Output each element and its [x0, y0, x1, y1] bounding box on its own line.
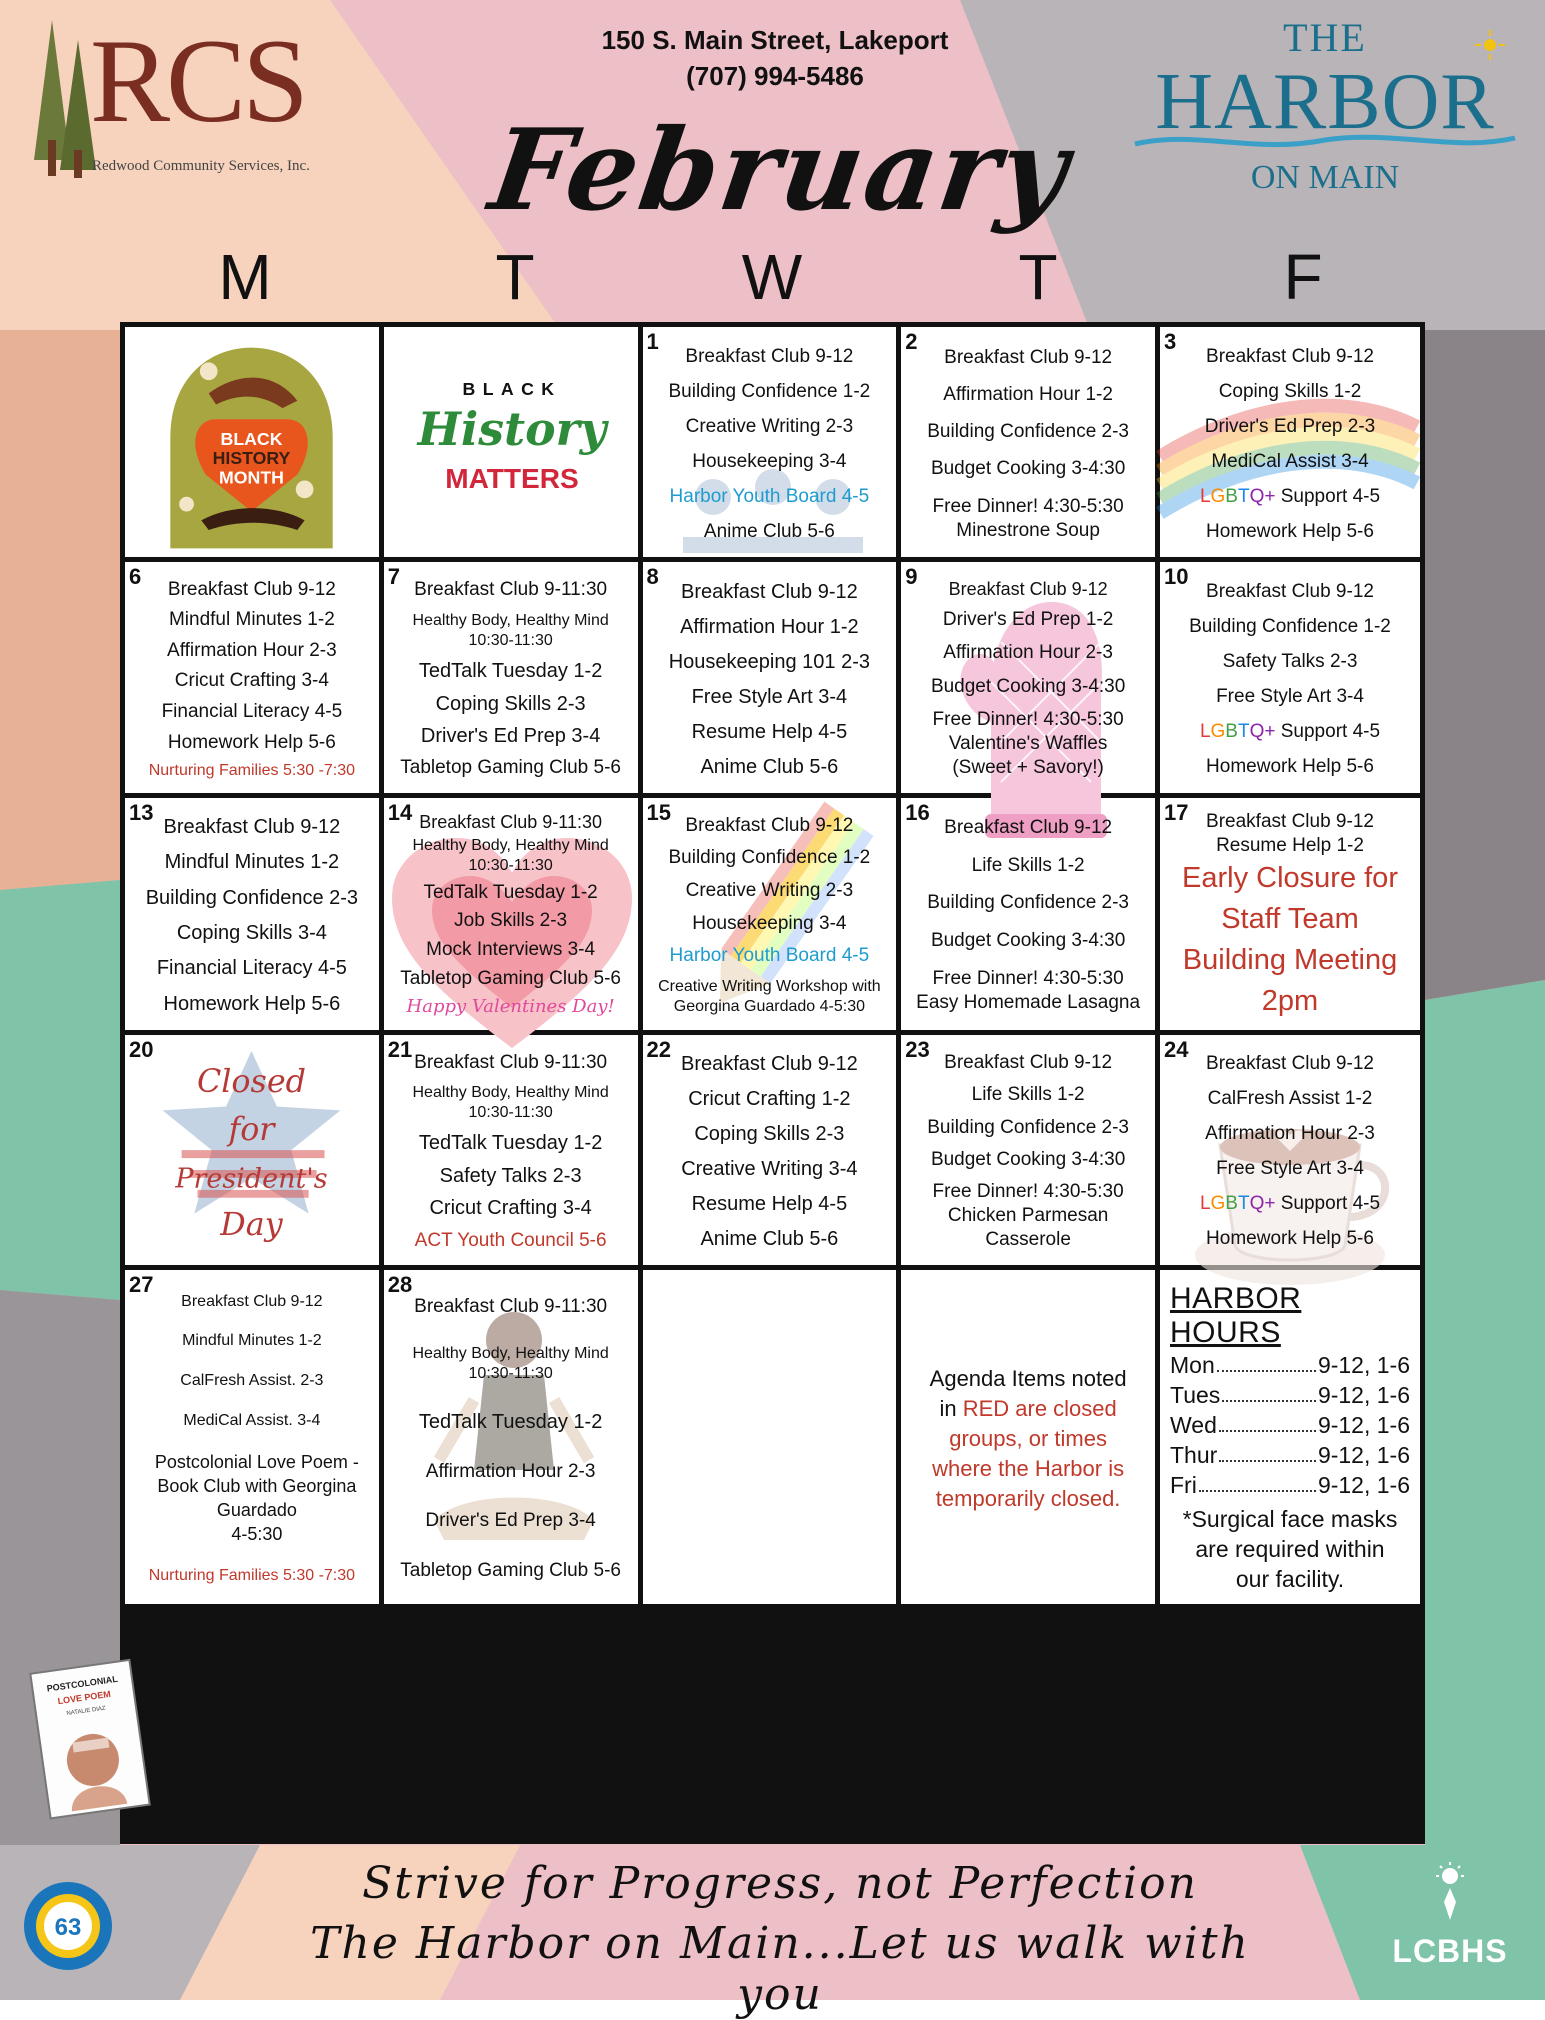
event: Homework Help 5-6 — [1206, 755, 1374, 777]
event: Book Club with Georgina — [157, 1476, 357, 1497]
postcolonial-love-poem-book-cover — [32, 1660, 150, 1818]
mask-line: are required within — [1195, 1535, 1385, 1562]
closed-line1: Closed — [196, 1063, 306, 1100]
harbor-name: HARBOR — [1155, 58, 1495, 146]
event-label: Support 4-5 — [1280, 485, 1381, 507]
hours-day: Wed — [1170, 1411, 1217, 1438]
event: Harbor Youth Board 4-5 — [669, 945, 870, 967]
event-group — [413, 836, 609, 876]
event: Breakfast Club 9-12 — [944, 1051, 1113, 1073]
event: Breakfast Club 9-12 — [944, 346, 1113, 368]
day-cell-15 — [643, 798, 897, 1030]
day-number: 20 — [129, 1036, 154, 1062]
event: CalFresh Assist 1-2 — [1207, 1088, 1373, 1110]
event: Free Dinner! 4:30-5:30 — [932, 1181, 1124, 1203]
bhm-art-cell — [125, 327, 379, 557]
event: Free Style Art 3-4 — [1216, 1158, 1364, 1180]
event: TedTalk Tuesday 1-2 — [423, 881, 598, 903]
event-label: Support 4-5 — [1280, 720, 1381, 742]
event: Postcolonial Love Poem - — [154, 1452, 359, 1473]
weekday-monday: M — [218, 241, 272, 313]
day-number: 10 — [1164, 564, 1189, 590]
event: Tabletop Gaming Club 5-6 — [400, 757, 621, 779]
event: Creative Writing 2-3 — [685, 880, 854, 902]
hours-time: 9-12, 1-6 — [1317, 1411, 1410, 1438]
event: Budget Cooking 3-4:30 — [930, 675, 1126, 697]
event: Breakfast Club 9-11:30 — [414, 1295, 608, 1317]
event: Free Dinner! 4:30-5:30 — [932, 967, 1124, 989]
event: Cricut Crafting 3-4 — [429, 1197, 592, 1220]
closure-line: Early Closure for — [1182, 861, 1398, 894]
presidents-day-art — [125, 1035, 379, 1265]
event: Breakfast Club 9-12 — [1206, 1053, 1374, 1075]
hours-time: 9-12, 1-6 — [1317, 1381, 1410, 1408]
day-cell-2 — [901, 327, 1155, 557]
event: Minestrone Soup — [956, 519, 1100, 541]
event-group — [933, 495, 1124, 543]
hours-time: 9-12, 1-6 — [1317, 1471, 1410, 1498]
event: 10:30-11:30 — [468, 1104, 553, 1122]
day-number: 13 — [129, 799, 154, 825]
lgbtq-letter: B — [1225, 720, 1238, 742]
event: Mock Interviews 3-4 — [426, 939, 596, 961]
lgbtq-letter: L — [1199, 720, 1211, 742]
event: Housekeeping 3-4 — [692, 450, 847, 472]
event: Budget Cooking 3-4:30 — [930, 1149, 1126, 1171]
day-cell-23 — [901, 1035, 1155, 1265]
event-closed: ACT Youth Council 5-6 — [414, 1229, 607, 1251]
day-cell-17 — [1160, 798, 1420, 1030]
lgbtq-letter: G — [1210, 1193, 1226, 1215]
event: Breakfast Club 9-12 — [167, 578, 336, 600]
day-number: 2 — [905, 329, 918, 354]
hours-row — [1170, 1440, 1410, 1470]
weekday-wednesday: W — [741, 241, 803, 313]
event: Driver's Ed Prep 3-4 — [420, 724, 601, 747]
day-number: 7 — [387, 564, 400, 590]
event: CalFresh Assist. 2-3 — [180, 1371, 324, 1389]
day-number: 28 — [387, 1271, 413, 1297]
note-line: where the Harbor is — [932, 1455, 1125, 1481]
day-cell-20 — [125, 1035, 379, 1265]
hours-day: Mon — [1170, 1351, 1215, 1378]
address-street: 150 S. Main Street, Lakeport — [601, 25, 949, 55]
day-number: 22 — [646, 1036, 671, 1062]
event: TedTalk Tuesday 1-2 — [418, 1132, 603, 1155]
day-cell-13 — [125, 798, 379, 1030]
event: Budget Cooking 3-4:30 — [930, 930, 1126, 952]
event: Building Confidence 1-2 — [668, 847, 871, 869]
day-number: 27 — [129, 1271, 154, 1297]
event: Resume Help 4-5 — [691, 720, 848, 743]
event: Casserole — [985, 1229, 1071, 1251]
book-title-line1: POSTCOLONIAL — [46, 1673, 119, 1694]
hours-row — [1170, 1350, 1410, 1380]
hours-time: 9-12, 1-6 — [1317, 1441, 1410, 1468]
closed-line4: Day — [220, 1206, 283, 1243]
event: Financial Literacy 4-5 — [156, 957, 347, 980]
event: Safety Talks 2-3 — [1222, 650, 1358, 672]
event: Healthy Body, Healthy Mind — [412, 1084, 609, 1102]
event: Breakfast Club 9-12 — [685, 814, 854, 836]
event: Driver's Ed Prep 1-2 — [942, 609, 1114, 631]
day-number: 24 — [1164, 1036, 1189, 1062]
event-group — [413, 1344, 609, 1384]
lgbtq-letter: Q+ — [1249, 1193, 1276, 1215]
hours-day: Tues — [1170, 1381, 1221, 1408]
event: (Sweet + Savory!) — [952, 756, 1104, 778]
day-cell-9 — [901, 562, 1155, 792]
day-cell-1 — [643, 327, 897, 557]
sun-icon — [1475, 30, 1505, 60]
event: Creative Writing Workshop with — [658, 978, 881, 996]
closed-line3: President's — [175, 1162, 328, 1194]
day-cell-14 — [384, 798, 638, 1030]
event: Free Style Art 3-4 — [691, 685, 848, 708]
event: Anime Club 5-6 — [700, 755, 839, 778]
event-lgbtq-support — [1200, 720, 1380, 744]
event: Breakfast Club 9-11:30 — [419, 811, 603, 832]
rcs-wordmark: RCS — [90, 14, 305, 147]
event: Affirmation Hour 2-3 — [943, 642, 1113, 664]
event-lgbtq-support — [1200, 1192, 1380, 1216]
event: Breakfast Club 9-12 — [680, 1053, 858, 1076]
seal-number: 63 — [54, 1914, 82, 1941]
event: Driver's Ed Prep 2-3 — [1204, 415, 1376, 437]
hours-row — [1170, 1380, 1410, 1410]
lgbtq-letter: G — [1210, 485, 1226, 507]
event: Building Confidence 2-3 — [927, 892, 1129, 914]
lgbtq-letter: B — [1225, 1193, 1238, 1215]
event: Healthy Body, Healthy Mind — [412, 1345, 609, 1363]
event-group — [916, 967, 1140, 1015]
event: Building Confidence 2-3 — [145, 886, 359, 909]
event: Building Confidence 2-3 — [927, 1116, 1129, 1138]
bhmatters-art-cell — [384, 327, 638, 557]
lgbtq-letter: Q+ — [1249, 485, 1276, 507]
event: Georgina Guardado 4-5:30 — [673, 998, 865, 1016]
address — [500, 22, 1050, 94]
event: Mindful Minutes 1-2 — [182, 1332, 322, 1350]
event-lgbtq-support — [1200, 485, 1380, 509]
day-cell-28 — [384, 1270, 638, 1604]
event: Free Style Art 3-4 — [1216, 685, 1364, 707]
calendar-grid — [120, 322, 1425, 1844]
day-number: 17 — [1164, 799, 1189, 825]
day-cell-3 — [1160, 327, 1420, 557]
mask-line: our facility. — [1235, 1565, 1345, 1592]
day-number: 21 — [387, 1036, 413, 1062]
event: Building Confidence 1-2 — [1189, 615, 1391, 637]
day-number: 23 — [905, 1036, 930, 1062]
event: Breakfast Club 9-12 — [163, 816, 341, 839]
event: Breakfast Club 9-11:30 — [414, 579, 608, 601]
lgbtq-letter: L — [1199, 485, 1211, 507]
lgbtq-letter: T — [1237, 720, 1250, 742]
book-author: NATALIE DIAZ — [66, 1705, 107, 1718]
event: Breakfast Club 9-11:30 — [414, 1051, 608, 1073]
note-line: Agenda Items noted — [929, 1365, 1127, 1391]
event: Financial Literacy 4-5 — [161, 700, 343, 722]
event: Affirmation Hour 1-2 — [943, 383, 1113, 405]
event: TedTalk Tuesday 1-2 — [418, 660, 603, 683]
closure-line: Building Meeting — [1182, 943, 1398, 976]
event-group — [933, 708, 1124, 780]
event: Free Dinner! 4:30-5:30 — [932, 495, 1124, 517]
closure-line: Staff Team — [1221, 902, 1359, 935]
hours-day: Thur — [1170, 1441, 1218, 1468]
black-history-month-art — [125, 327, 379, 557]
event-closed: Nurturing Families 5:30 -7:30 — [148, 1566, 356, 1584]
note-line — [930, 1394, 1127, 1424]
event: Breakfast Club 9-12 — [685, 345, 854, 367]
event: Breakfast Club 9-12 — [1206, 345, 1374, 367]
note-line-black: in — [939, 1395, 963, 1421]
event: 4-5:30 — [231, 1524, 283, 1545]
event: TedTalk Tuesday 1-2 — [418, 1410, 603, 1433]
event: MediCal Assist 3-4 — [1211, 450, 1369, 472]
day-number: 8 — [646, 564, 659, 590]
day-cell-24 — [1160, 1035, 1420, 1265]
event: Anime Club 5-6 — [703, 520, 835, 542]
event: Cricut Crafting 3-4 — [174, 670, 329, 692]
event: Mindful Minutes 1-2 — [164, 851, 340, 874]
mhsa-seal-icon — [22, 1880, 114, 1972]
day-number: 14 — [387, 799, 413, 825]
event: Easy Homemade Lasagna — [916, 991, 1141, 1013]
lgbtq-letter: T — [1237, 1193, 1250, 1215]
event: Coping Skills 2-3 — [694, 1123, 845, 1146]
event-group — [658, 977, 881, 1017]
event: Breakfast Club 9-12 — [948, 578, 1108, 599]
note-line: groups, or times — [949, 1425, 1107, 1451]
event: Building Confidence 1-2 — [668, 380, 871, 402]
event: Harbor Youth Board 4-5 — [669, 485, 870, 507]
day-cell-21 — [384, 1035, 638, 1265]
event: Safety Talks 2-3 — [439, 1164, 582, 1187]
lgbtq-letter: B — [1225, 485, 1238, 507]
note-line: temporarily closed. — [935, 1485, 1121, 1511]
event: Homework Help 5-6 — [163, 992, 341, 1015]
event: Coping Skills 2-3 — [435, 692, 586, 715]
event: Cricut Crafting 1-2 — [688, 1088, 851, 1111]
closure-line: 2pm — [1261, 984, 1319, 1017]
event: 10:30-11:30 — [468, 857, 553, 875]
event: Affirmation Hour 2-3 — [425, 1460, 596, 1482]
event: Breakfast Club 9-12 — [680, 580, 858, 603]
note-line-red: RED are closed — [962, 1395, 1117, 1421]
event: Mindful Minutes 1-2 — [168, 609, 335, 631]
event: Homework Help 5-6 — [1206, 1228, 1374, 1250]
event-group — [933, 1180, 1124, 1252]
day-number: 6 — [129, 564, 142, 590]
event: Coping Skills 3-4 — [176, 922, 327, 945]
day-number: 16 — [905, 799, 930, 825]
event: Homework Help 5-6 — [167, 731, 336, 753]
event: Resume Help 4-5 — [691, 1193, 848, 1216]
event: Valentine's Waffles — [948, 732, 1108, 754]
event: Job Skills 2-3 — [454, 910, 568, 932]
event-group — [145, 1450, 359, 1546]
event: Affirmation Hour 1-2 — [680, 615, 859, 638]
event: Guardado — [216, 1500, 297, 1521]
event: Homework Help 5-6 — [1206, 520, 1374, 542]
event: Creative Writing 2-3 — [685, 415, 854, 437]
event-group — [413, 1083, 609, 1123]
event: Driver's Ed Prep 3-4 — [425, 1510, 596, 1532]
lcbhs-logo — [1385, 1862, 1515, 1970]
event: Life Skills 1-2 — [971, 854, 1085, 876]
event: Coping Skills 1-2 — [1218, 380, 1362, 402]
bhm-line1: BLACK — [220, 429, 283, 450]
empty-cell — [643, 1270, 897, 1604]
event-closed: Nurturing Families 5:30 -7:30 — [148, 762, 356, 780]
weekday-tuesday: T — [495, 241, 535, 313]
event: Breakfast Club 9-12 — [181, 1292, 323, 1310]
event: MediCal Assist. 3-4 — [183, 1411, 321, 1429]
event: Affirmation Hour 2-3 — [1205, 1123, 1375, 1145]
hours-time: 9-12, 1-6 — [1317, 1351, 1410, 1378]
hours-row — [1170, 1470, 1410, 1500]
rcs-subtitle: Redwood Community Services, Inc. — [92, 158, 310, 174]
event: Housekeeping 101 2-3 — [668, 650, 870, 673]
day-cell-10 — [1160, 562, 1420, 792]
event: Housekeeping 3-4 — [692, 912, 847, 934]
event: Breakfast Club 9-12 — [944, 817, 1113, 839]
event: Chicken Parmesan — [947, 1205, 1109, 1227]
rcs-logo — [30, 12, 370, 177]
harbor-on-main: ON MAIN — [1250, 159, 1400, 196]
lgbtq-letter: L — [1199, 1193, 1211, 1215]
day-cell-7 — [384, 562, 638, 792]
event: Life Skills 1-2 — [971, 1084, 1085, 1106]
day-cell-6 — [125, 562, 379, 792]
lgbtq-letter: G — [1210, 720, 1226, 742]
lgbtq-letter: Q+ — [1249, 720, 1276, 742]
hours-row — [1170, 1410, 1410, 1440]
harbor-logo — [1115, 16, 1535, 196]
day-number: 15 — [646, 799, 671, 825]
event-label: Support 4-5 — [1280, 1193, 1381, 1215]
event: Free Dinner! 4:30-5:30 — [932, 708, 1124, 730]
mask-notice — [1183, 1504, 1398, 1594]
address-phone: (707) 994-5486 — [686, 61, 864, 91]
agenda-note — [930, 1364, 1127, 1514]
event: Resume Help 1-2 — [1216, 834, 1364, 856]
bhm-line3: MONTH — [219, 467, 284, 488]
event: 10:30-11:30 — [468, 1365, 553, 1383]
agenda-note-cell — [901, 1270, 1155, 1604]
footer-motto: Strive for Progress, not Perfection — [362, 1858, 1198, 1909]
bhmatters-line1: BLACK — [462, 378, 562, 399]
harbor-hours-cell — [1160, 1270, 1420, 1604]
event: Healthy Body, Healthy Mind — [412, 611, 609, 629]
month-title: February — [482, 105, 1078, 236]
valentines-greeting: Happy Valentines Day! — [406, 996, 615, 1018]
day-cell-27 — [125, 1270, 379, 1604]
closed-line2: for — [228, 1111, 275, 1148]
event: Anime Club 5-6 — [700, 1228, 839, 1251]
book-title-line2: LOVE POEM — [56, 1688, 112, 1707]
lcbhs-wordmark: LCBHS — [1392, 1933, 1508, 1969]
day-number: 3 — [1164, 329, 1177, 354]
harbor-the: THE — [1283, 15, 1367, 60]
event: Budget Cooking 3-4:30 — [930, 458, 1126, 480]
event: 10:30-11:30 — [468, 631, 553, 649]
day-cell-22 — [643, 1035, 897, 1265]
hours-day: Fri — [1170, 1471, 1197, 1498]
event: Affirmation Hour 2-3 — [167, 639, 337, 661]
day-number: 1 — [646, 329, 659, 354]
event: Creative Writing 3-4 — [681, 1158, 858, 1181]
event: Breakfast Club 9-12 — [1206, 580, 1374, 602]
bhmatters-line3: MATTERS — [445, 462, 579, 494]
weekday-friday: F — [1283, 241, 1323, 313]
footer-tagline: The Harbor on Main...Let us walk with you — [310, 1918, 1250, 2020]
event-group — [413, 611, 609, 651]
bhm-line2: HISTORY — [212, 448, 291, 469]
weekday-thursday: T — [1018, 241, 1058, 313]
early-closure-notice — [1182, 858, 1398, 1022]
event: Tabletop Gaming Club 5-6 — [400, 967, 621, 989]
event: Breakfast Club 9-12 — [1206, 810, 1374, 832]
hours-title: HARBOR HOURS — [1170, 1281, 1302, 1349]
event: Healthy Body, Healthy Mind — [412, 837, 609, 855]
mask-line: *Surgical face masks — [1182, 1505, 1398, 1532]
event: Building Confidence 2-3 — [927, 421, 1129, 443]
person-sun-icon — [1422, 1862, 1478, 1922]
bhmatters-line2: History — [417, 402, 607, 457]
lgbtq-letter: T — [1237, 485, 1250, 507]
black-history-matters-art — [384, 327, 638, 557]
event: Tabletop Gaming Club 5-6 — [400, 1559, 621, 1581]
day-number: 9 — [905, 564, 918, 590]
